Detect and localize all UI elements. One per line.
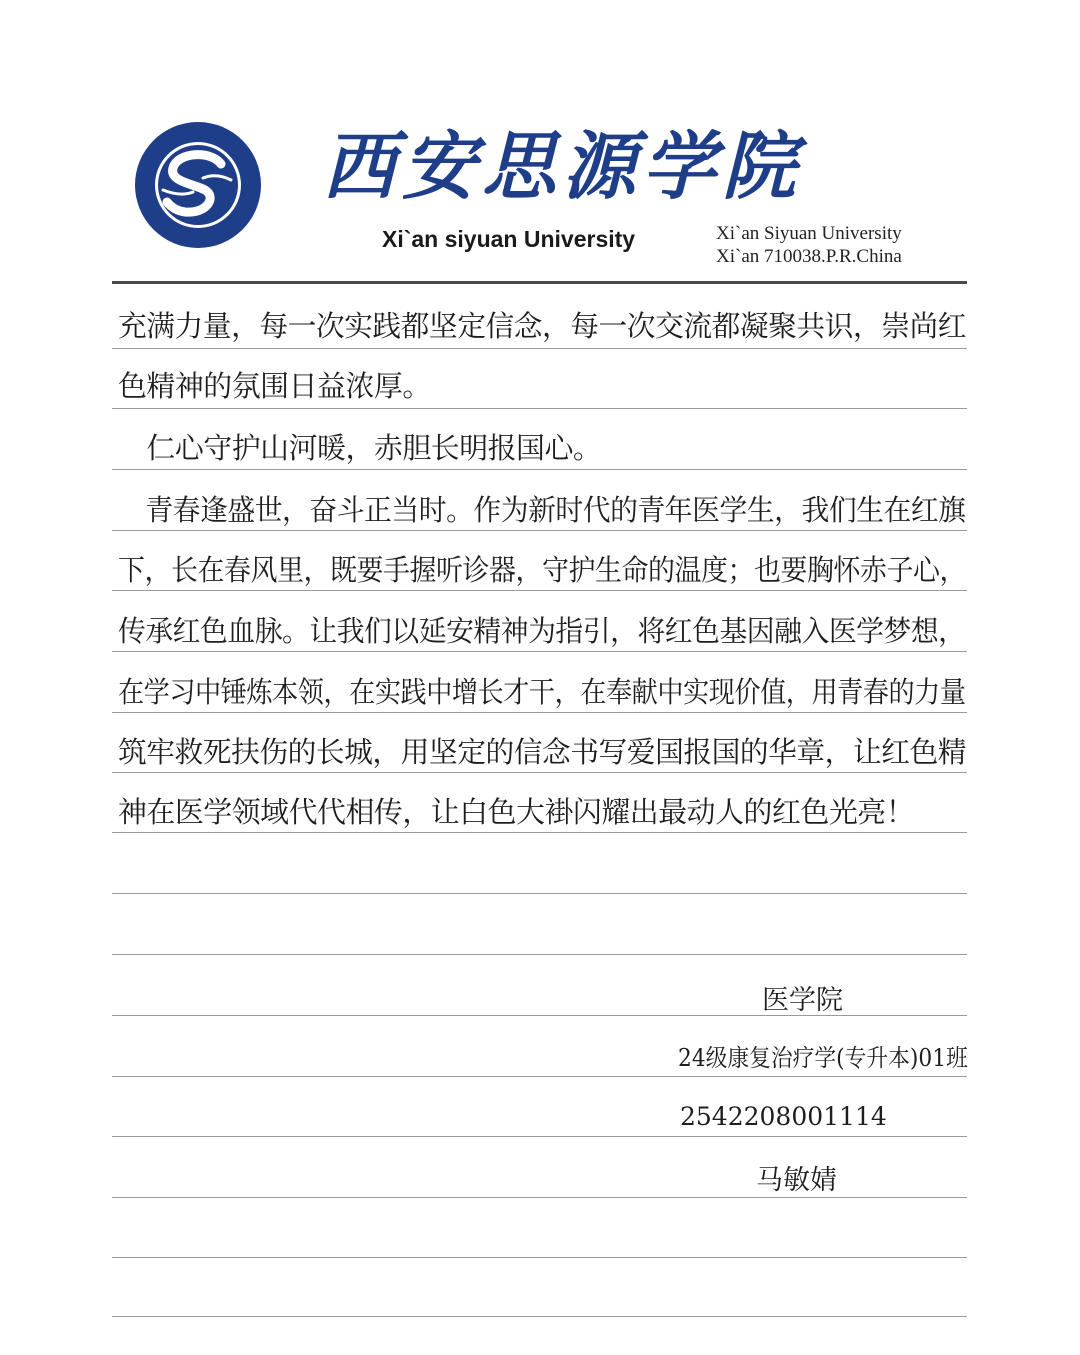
signature-class: 24级康复治疗学(专升本)01班 [678, 1044, 968, 1072]
ruled-line [112, 590, 967, 591]
letter-line: 充满力量，每一次实践都坚定信念，每一次交流都凝聚共识，崇尚红 [118, 309, 967, 343]
ruled-line [112, 530, 967, 531]
ruled-line [112, 1316, 967, 1317]
address-line-2: Xi`an 710038.P.R.China [716, 246, 902, 267]
letter-line: 在学习中锤炼本领，在实践中增长才干，在奉献中实现价值，用青春的力量 [118, 675, 966, 709]
letter-line: 筑牢救死扶伤的长城，用坚定的信念书写爱国报国的华章，让红色精 [118, 735, 967, 769]
signature-student-id: 2542208001114 [680, 1102, 887, 1131]
ruled-line [112, 772, 967, 773]
ruled-line [112, 1136, 967, 1137]
ruled-line [112, 954, 967, 955]
ruled-line [112, 1076, 967, 1077]
signature-name: 马敏婧 [756, 1165, 837, 1196]
ruled-line [112, 712, 967, 713]
ruled-line [112, 832, 967, 833]
letter-line: 神在医学领域代代相传，让白色大褂闪耀出最动人的红色光亮！ [118, 795, 915, 829]
ruled-line [112, 469, 967, 470]
letter-line: 青春逢盛世，奋斗正当时。作为新时代的青年医学生，我们生在红旗 [118, 493, 966, 527]
address-line-1: Xi`an Siyuan University [716, 223, 902, 244]
ruled-line [112, 651, 967, 652]
letter-line: 仁心守护山河暖，赤胆长明报国心。 [118, 431, 602, 465]
letter-line: 下，长在春风里，既要手握听诊器，守护生命的温度；也要胸怀赤子心， [118, 553, 967, 587]
school-name-en: Xi`an siyuan University [382, 226, 636, 252]
ruled-line [112, 1197, 967, 1198]
letter-line: 色精神的氛围日益浓厚。 [118, 369, 431, 403]
ruled-line [112, 348, 967, 349]
letter-line: 传承红色血脉。让我们以延安精神为指引，将红色基因融入医学梦想， [118, 614, 966, 648]
school-seal-icon [133, 120, 263, 250]
ruled-line [112, 893, 967, 894]
signature-college: 医学院 [762, 985, 843, 1016]
ruled-line [112, 1257, 967, 1258]
school-name-cn: 西安思源学院 [322, 124, 802, 210]
letterhead-address [716, 222, 902, 268]
header-divider [112, 281, 967, 284]
ruled-line [112, 408, 967, 409]
